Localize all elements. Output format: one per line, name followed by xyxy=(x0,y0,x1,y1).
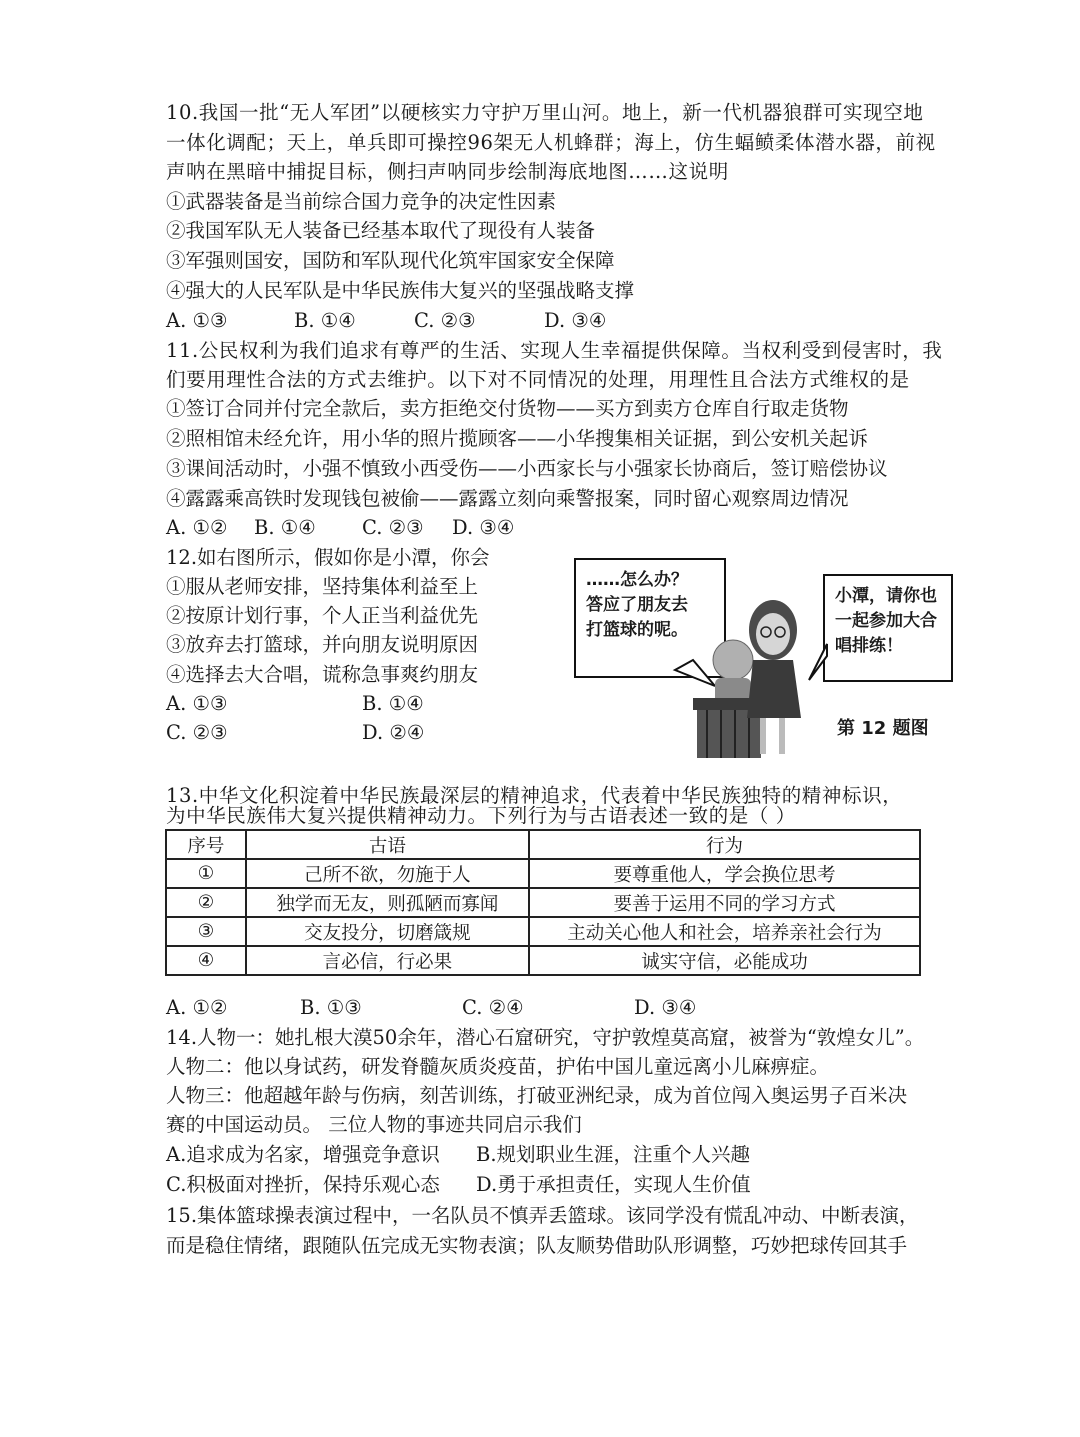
table-header: 行为 xyxy=(529,830,920,859)
figure-caption: 第 12 题图 xyxy=(837,718,929,739)
bubble-line: 一起参加大合 xyxy=(835,611,937,631)
table-cell: ③ xyxy=(166,917,246,946)
desk-body xyxy=(697,710,761,758)
q13-option-a[interactable]: A. ①② xyxy=(166,996,228,1019)
q11-item-2: ②照相馆未经允许，用小华的照片揽顾客——小华搜集相关证据，到公安机关起诉 xyxy=(166,427,869,450)
q14-line-1: 14.人物一：她扎根大漠50余年，潜心石窟研究，守护敦煌莫高窟，被誉为“敦煌女儿”。 xyxy=(166,1026,925,1049)
bubble-line: 唱排练！ xyxy=(835,636,903,656)
table-header: 古语 xyxy=(246,830,529,859)
table-cell: 主动关心他人和社会，培养亲社会行为 xyxy=(529,917,920,946)
q14-option-c[interactable]: C.积极面对挫折，保持乐观心态 xyxy=(166,1173,440,1196)
q14-line-3: 人物三：他超越年龄与伤病，刻苦训练，打破亚洲纪录，成为首位闯入奥运男子百米决 xyxy=(166,1084,908,1107)
teacher-dress xyxy=(747,660,801,718)
table-row xyxy=(166,859,920,888)
q15-line-2: 而是稳住情绪，跟随队伍完成无实物表演；队友顺势借助队形调整，巧妙把球传回其手 xyxy=(166,1234,908,1257)
bubble-line: 小潭，请你也 xyxy=(835,586,937,606)
q12-item-4: ④选择去大合唱，谎称急事爽约朋友 xyxy=(166,663,479,686)
q13-stem-line-1: 13.中华文化积淀着中华民族最深层的精神追求，代表着中华民族独特的精神标识， xyxy=(166,784,903,807)
q11-item-3: ③课间活动时，小强不慎致小西受伤——小西家长与小强家长协商后，签订赔偿协议 xyxy=(166,457,888,480)
q10-option-c[interactable]: C. ②③ xyxy=(414,309,476,332)
table-header-row xyxy=(166,830,920,859)
bubble-line: 答应了朋友去 xyxy=(586,595,688,615)
q13-stem-line-2: 为中华民族伟大复兴提供精神动力。下列行为与古语表述一致的是（ ） xyxy=(166,804,796,827)
q12-item-2: ②按原计划行事，个人正当利益优先 xyxy=(166,604,479,627)
q15-line-1: 15.集体篮球操表演过程中，一名队员不慎弄丢篮球。该同学没有慌乱冲动、中断表演， xyxy=(166,1204,919,1227)
q12-option-d[interactable]: D. ②④ xyxy=(362,721,425,744)
bubble-line: 打篮球的呢。 xyxy=(586,620,688,640)
teacher-face xyxy=(756,613,790,655)
q11-stem-line-1: 11.公民权利为我们追求有尊严的生活、实现人生幸福提供保障。当权利受到侵害时，我 xyxy=(166,339,943,362)
q14-option-b[interactable]: B.规划职业生涯，注重个人兴趣 xyxy=(476,1143,751,1166)
q10-item-3: ③军强则国安，国防和军队现代化筑牢国家安全保障 xyxy=(166,249,615,272)
table-cell: ① xyxy=(166,859,246,888)
table-cell: 要尊重他人，学会换位思考 xyxy=(529,859,920,888)
table-cell: 交友投分，切磨箴规 xyxy=(246,917,529,946)
q12-option-b[interactable]: B. ①④ xyxy=(362,692,424,715)
q10-option-b[interactable]: B. ①④ xyxy=(294,309,356,332)
q13-table xyxy=(165,829,921,976)
q10-stem-line-3: 声呐在黑暗中捕捉目标，侧扫声呐同步绘制海底地图……这说明 xyxy=(166,160,729,183)
table-cell: 要善于运用不同的学习方式 xyxy=(529,888,920,917)
q14-option-a[interactable]: A.追求成为名家，增强竞争意识 xyxy=(166,1143,440,1166)
table-row xyxy=(166,946,920,975)
q12-option-a[interactable]: A. ①③ xyxy=(166,692,228,715)
table-row xyxy=(166,917,920,946)
table-cell: 己所不欲，勿施于人 xyxy=(246,859,529,888)
q11-item-1: ①签订合同并付完全款后，卖方拒绝交付货物——买方到卖方仓库自行取走货物 xyxy=(166,397,849,420)
table-cell: ② xyxy=(166,888,246,917)
q10-stem-line-1: 10.我国一批“无人军团”以硬核实力守护万里山河。地上，新一代机器狼群可实现空地 xyxy=(166,101,924,124)
table-cell: 言必信，行必果 xyxy=(246,946,529,975)
bubble-line: ……怎么办？ xyxy=(586,570,688,590)
q12-option-c[interactable]: C. ②③ xyxy=(166,721,228,744)
q13-option-c[interactable]: C. ②④ xyxy=(462,996,524,1019)
q13-option-d[interactable]: D. ③④ xyxy=(634,996,697,1019)
q12-stem: 12.如右图所示，假如你是小潭，你会 xyxy=(166,546,490,569)
q11-stem-line-2: 们要用理性合法的方式去维护。以下对不同情况的处理，用理性且合法方式维权的是 xyxy=(166,368,910,391)
student-speech-bubble xyxy=(574,558,726,678)
teacher-speech-bubble xyxy=(823,574,953,682)
teacher-hair xyxy=(749,600,797,660)
q10-option-d[interactable]: D. ③④ xyxy=(544,309,607,332)
q10-item-4: ④强大的人民军队是中华民族伟大复兴的坚强战略支撑 xyxy=(166,279,635,302)
q10-item-2: ②我国军队无人装备已经基本取代了现役有人装备 xyxy=(166,219,596,242)
table-cell: 独学而无友，则孤陋而寡闻 xyxy=(246,888,529,917)
table-header: 序号 xyxy=(166,830,246,859)
q12-cartoon-figure xyxy=(565,548,955,763)
q14-line-4: 赛的中国运动员。 三位人物的事迹共同启示我们 xyxy=(166,1113,582,1136)
table-cell: ④ xyxy=(166,946,246,975)
q11-option-c[interactable]: C. ②③ xyxy=(362,516,424,539)
desk-top xyxy=(693,698,765,710)
q14-option-d[interactable]: D.勇于承担责任，实现人生价值 xyxy=(476,1173,751,1196)
q12-item-3: ③放弃去打篮球，并向朋友说明原因 xyxy=(166,633,479,656)
q11-item-4: ④露露乘高铁时发现钱包被偷——露露立刻向乘警报案，同时留心观察周边情况 xyxy=(166,487,849,510)
q12-item-1: ①服从老师安排，坚持集体利益至上 xyxy=(166,575,479,598)
q10-item-1: ①武器装备是当前综合国力竞争的决定性因素 xyxy=(166,190,557,213)
table-cell: 诚实守信，必能成功 xyxy=(529,946,920,975)
q11-option-d[interactable]: D. ③④ xyxy=(452,516,515,539)
student-body xyxy=(715,678,751,704)
q10-stem-line-2: 一体化调配；天上，单兵即可操控96架无人机蜂群；海上，仿生蝠鲼柔体潜水器，前视 xyxy=(166,131,936,154)
q11-option-a[interactable]: A. ①② xyxy=(166,516,228,539)
table-row xyxy=(166,888,920,917)
q14-line-2: 人物二：他以身试药，研发脊髓灰质炎疫苗，护佑中国儿童远离小儿麻痹症。 xyxy=(166,1055,830,1078)
q13-option-b[interactable]: B. ①③ xyxy=(300,996,362,1019)
q11-option-b[interactable]: B. ①④ xyxy=(254,516,316,539)
q10-option-a[interactable]: A. ①③ xyxy=(166,309,228,332)
